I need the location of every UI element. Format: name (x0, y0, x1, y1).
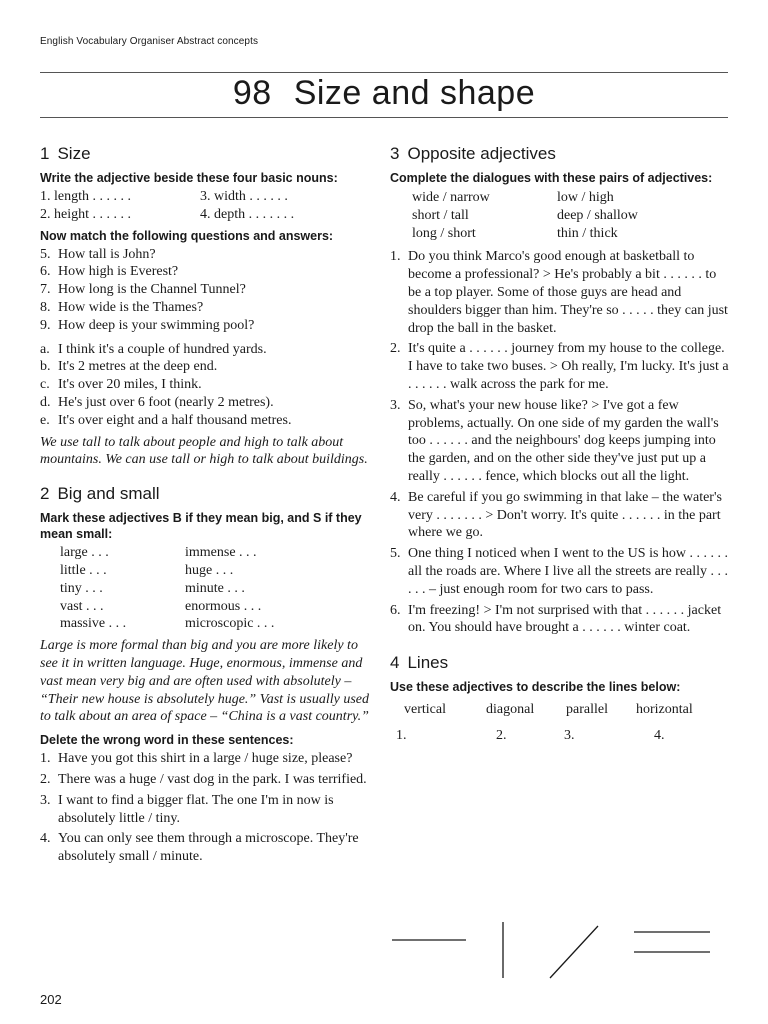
instruction: Write the adjective beside these four basic nouns: (40, 171, 338, 185)
page-number: 202 (40, 992, 62, 1007)
adjective-pairs (412, 189, 730, 242)
section-heading: 4 Lines (390, 653, 449, 673)
dialogue-list (390, 248, 730, 637)
sentence-list (40, 750, 372, 866)
list-item: 2. It's quite a . . . . . . journey from my house to the college. I have to take two buses. > Oh really, I'm lucky. It's just a . . . . . . walk across the park for me. (390, 341, 729, 392)
list-item: 4. Be careful if you go swimming in that lake – the water's very . . . . . . . > Don't worry. It's quite . . . . . . in the part where we go. (390, 489, 722, 541)
diagonal-line-3 (550, 926, 598, 978)
list-item: 9. How deep is your swimming pool? (40, 317, 255, 333)
adjective-item: huge . . . (185, 562, 234, 578)
list-item: 1. Do you think Marco's good enough at basketball to become a professional? > He's probably a bit . . . . . . to be a top player. Some of those guys are head and shoulders bigger than him. They're so . . . . . they can just drop the ball in the basket. (390, 249, 728, 336)
list-item: b. It's 2 metres at the deep end. (40, 359, 218, 375)
unit-title: Size and shape (293, 74, 536, 112)
list-item: 7. How long is the Channel Tunnel? (40, 282, 246, 298)
instruction: Complete the dialogues with these pairs of adjectives: (390, 171, 713, 185)
right-column (390, 143, 730, 747)
list-item: 2. There was a huge / vast dog in the park. I was terrified. (40, 771, 367, 787)
question-list (40, 246, 372, 335)
page-title (0, 74, 768, 113)
list-item: e. It's over eight and a half thousand metres. (40, 412, 292, 428)
noun-item: 4. depth . . . . . . . (200, 206, 295, 222)
adjective-table (60, 544, 372, 633)
adjective-item: minute . . . (185, 580, 245, 596)
noun-item: 2. height . . . . . . (40, 206, 131, 222)
pair-item: long / short (412, 225, 476, 241)
answer-list (40, 341, 372, 430)
usage-note: We use tall to talk about people and high to talk about mountains. We can use tall or high to talk about buildings. (40, 434, 368, 468)
section-heading: 2 Big and small (40, 484, 160, 504)
noun-item: 3. width . . . . . . (200, 189, 288, 204)
line-number: 4. (654, 727, 665, 743)
title-rule-top (40, 72, 728, 73)
pair-item: deep / shallow (557, 207, 638, 223)
list-item: 3. So, what's your new house like? > I've got a few problems, actually. On one side of my garden the wall's too . . . . . . and the neighbours' dog keeps jumping into the garden, and on the other side they've just put up a really . . . . . . fence, which blocks out all the light. (390, 397, 719, 484)
unit-number: 98 (232, 74, 272, 112)
line-word: horizontal (636, 702, 693, 718)
list-item: 4. You can only see them through a microscope. They're absolutely small / minute. (40, 831, 359, 865)
left-column (40, 143, 372, 869)
pair-item: wide / narrow (412, 190, 490, 205)
line-number: 1. (396, 727, 407, 743)
list-item: a. I think it's a couple of hundred yards. (40, 341, 267, 357)
noun-item: 1. length . . . . . . (40, 189, 131, 204)
section-heading: 1 Size (40, 144, 91, 163)
instruction: Use these adjectives to describe the lines below: (390, 680, 681, 695)
line-word: diagonal (486, 702, 535, 718)
list-item: d. He's just over 6 foot (nearly 2 metres). (40, 394, 274, 410)
line-word: vertical (404, 702, 446, 718)
pair-item: short / tall (412, 207, 469, 223)
line-number: 2. (496, 727, 507, 743)
list-item: 5. One thing I noticed when I went to the US is how . . . . . . all the roads are. Where I live all the streets are really . . . . . . – just enough room for two cars to pass. (390, 546, 729, 597)
list-item: 6. I'm freezing! > I'm not surprised with that . . . . . . jacket on. You should have brought a . . . . . . winter coat. (390, 602, 722, 636)
adjective-item: microscopic . . . (185, 616, 275, 632)
list-item: 6. How high is Everest? (40, 264, 179, 280)
adjective-item: vast . . . (60, 598, 104, 614)
line-words (404, 701, 730, 719)
line-word: parallel (566, 702, 608, 718)
list-item: 5. How tall is John? (40, 246, 156, 262)
adjective-item: massive . . . (60, 616, 127, 632)
title-rule-bottom (40, 117, 728, 118)
adjective-item: immense . . . (185, 545, 257, 561)
instruction: Delete the wrong word in these sentences: (40, 733, 294, 748)
section-heading: 3 Opposite adjectives (390, 144, 556, 163)
pair-item: thin / thick (557, 225, 618, 241)
noun-list (40, 188, 372, 224)
instruction: Now match the following questions and answers: (40, 228, 334, 243)
usage-note: Large is more formal than big and you are more likely to see it in written language. Huge, enormous, immense and vast mean very big and are often used with absolutely – “Their new house is absolutely huge.” Vast is usually used to talk about an area of space – “China is a vast country.” (40, 638, 369, 725)
list-item: c. It's over 20 miles, I think. (40, 377, 202, 393)
instruction: Mark these adjectives B if they mean big, and S if they mean small: (40, 511, 362, 542)
lines-figure (390, 918, 730, 982)
adjective-item: little . . . (60, 562, 107, 578)
list-item: 1. Have you got this shirt in a large / huge size, please? (40, 751, 353, 767)
list-item: 8. How wide is the Thames? (40, 299, 204, 315)
pair-item: low / high (557, 190, 614, 205)
adjective-item: tiny . . . (60, 580, 103, 596)
adjective-item: large . . . (60, 545, 109, 561)
line-numbers (390, 727, 730, 747)
adjective-item: enormous . . . (185, 598, 262, 614)
line-number: 3. (564, 727, 575, 743)
running-head: English Vocabulary Organiser Abstract concepts (40, 36, 259, 47)
list-item: 3. I want to find a bigger flat. The one I'm in now is absolutely little / tiny. (40, 792, 334, 826)
